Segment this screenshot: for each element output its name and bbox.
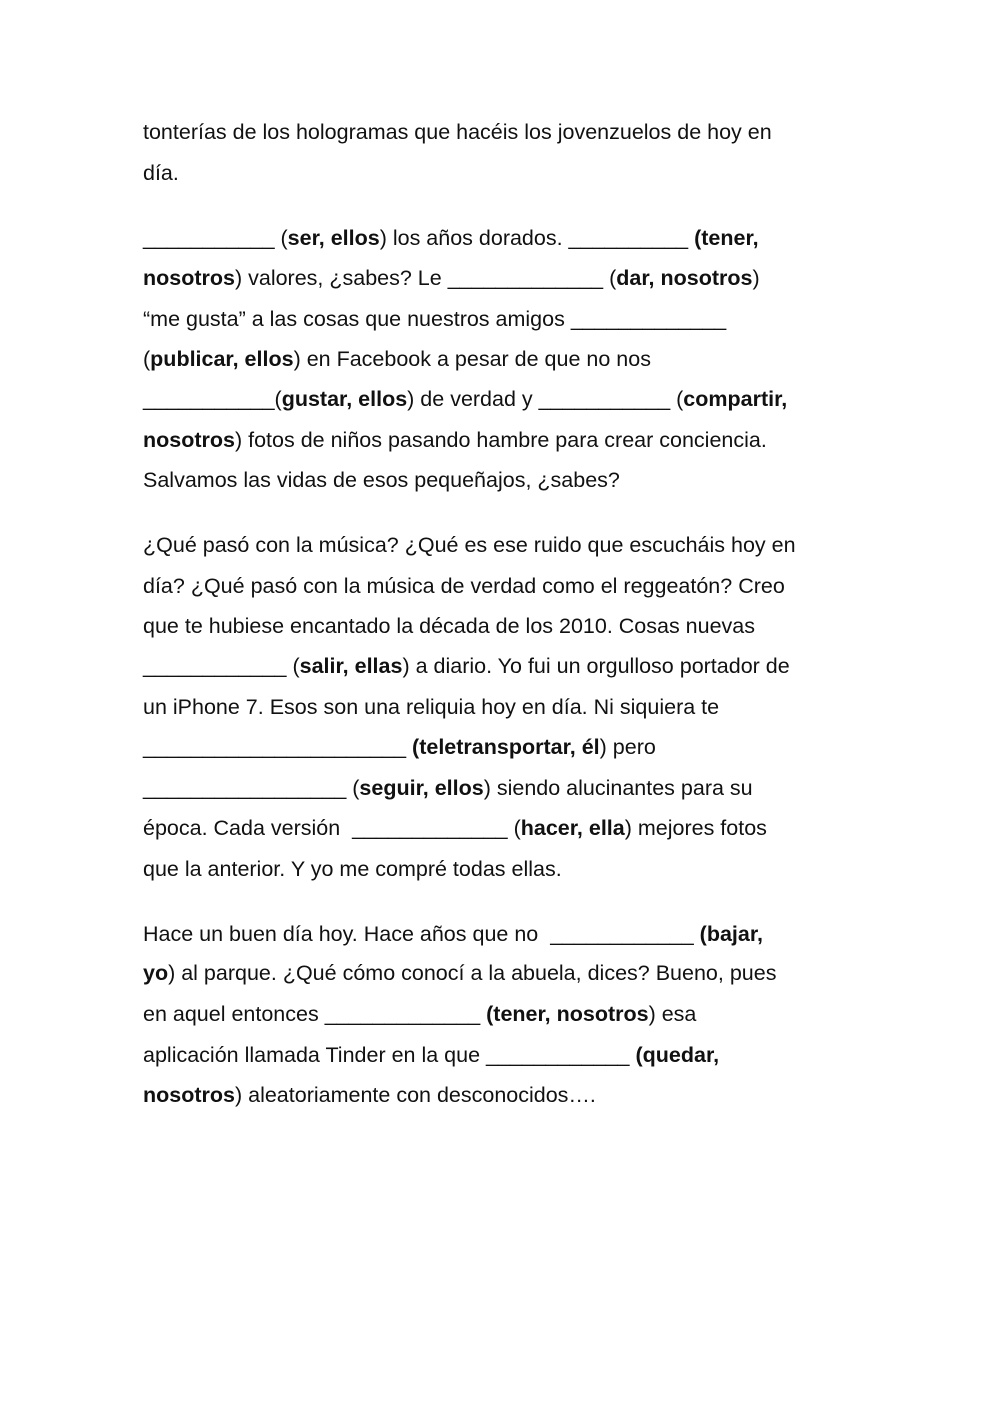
blank-text: _________________ ( [143, 776, 360, 800]
text-run: día? ¿Qué pasó con la música de verdad como el reggeatón? Creo [143, 574, 785, 598]
blank-text: ) de verdad y ___________ ( [407, 387, 684, 411]
verb-prompt: ser, ellos [287, 226, 380, 250]
text-line [143, 1000, 696, 1028]
verb-prompt: (quedar, [635, 1043, 720, 1067]
blank-text: Hace un buen día hoy. Hace años que no ____________ [143, 922, 700, 946]
text-run: ) esa [648, 1002, 697, 1026]
text-line [143, 1081, 596, 1109]
verb-prompt: yo [143, 961, 169, 985]
text-line [143, 1041, 719, 1069]
blank-text: ___________ ( [143, 226, 288, 250]
blank-text: ______________________ [143, 735, 413, 759]
text-run: tonterías de los hologramas que hacéis los jovenzuelos de hoy en [143, 120, 772, 144]
blank-text: en aquel entonces _____________ [143, 1002, 487, 1026]
text-run: ) a diario. Yo fui un orgulloso portador de [402, 654, 790, 678]
text-line [143, 345, 651, 373]
text-line [143, 774, 753, 802]
text-run: ) al parque. ¿Qué cómo conocí a la abuela, dices? Bueno, pues [168, 961, 777, 985]
text-run: Salvamos las vidas de esos pequeñajos, ¿sabes? [143, 468, 620, 492]
verb-prompt: (teletransportar, él [412, 735, 600, 759]
text-line [143, 426, 767, 454]
verb-prompt: (tener, [694, 226, 759, 250]
verb-prompt: salir, ellas [299, 654, 403, 678]
text-run: ) en Facebook a pesar de que no nos [293, 347, 651, 371]
text-run: que la anterior. Y yo me compré todas ellas. [143, 857, 562, 881]
text-line [143, 224, 759, 252]
text-run: ¿Qué pasó con la música? ¿Qué es ese ruido que escucháis hoy en [143, 533, 796, 557]
text-line [143, 693, 719, 721]
verb-prompt: (tener, nosotros [486, 1002, 649, 1026]
text-run: día. [143, 161, 179, 185]
text-run: que te hubiese encantado la década de los 2010. Cosas nuevas [143, 614, 756, 638]
text-line [143, 118, 772, 146]
blank-text: época. Cada versión _____________ ( [143, 816, 521, 840]
verb-prompt: publicar, ellos [150, 347, 294, 371]
text-line [143, 733, 656, 761]
verb-prompt: dar, nosotros [616, 266, 753, 290]
blank-text: aplicación llamada Tinder en la que ____________ [143, 1043, 636, 1067]
blank-text: ___________( [143, 387, 282, 411]
text-line [143, 572, 785, 600]
text-line [143, 652, 790, 680]
verb-prompt: hacer, ella [520, 816, 625, 840]
blank-text: ) valores, ¿sabes? Le _____________ ( [234, 266, 617, 290]
text-run: ) fotos de niños pasando hambre para crear conciencia. [234, 428, 767, 452]
blank-text: ) los años dorados. __________ [379, 226, 695, 250]
text-line [143, 159, 179, 187]
verb-prompt: (bajar, [699, 922, 764, 946]
blank-text: ____________ ( [143, 654, 300, 678]
text-run: ) aleatoriamente con desconocidos…. [234, 1083, 596, 1107]
verb-prompt: nosotros [143, 1083, 235, 1107]
text-line [143, 612, 755, 640]
verb-prompt: seguir, ellos [359, 776, 484, 800]
text-run: ( [143, 347, 151, 371]
text-line [143, 959, 776, 987]
text-line [143, 531, 796, 559]
text-run: ) pero [599, 735, 656, 759]
verb-prompt: compartir, [683, 387, 788, 411]
text-line [143, 385, 787, 413]
text-run: ) [752, 266, 760, 290]
blank-text: “me gusta” a las cosas que nuestros amigos _____________ [143, 307, 727, 331]
verb-prompt: gustar, ellos [281, 387, 408, 411]
text-line [143, 814, 767, 842]
text-run: un iPhone 7. Esos son una reliquia hoy en día. Ni siquiera te [143, 695, 720, 719]
verb-prompt: nosotros [143, 428, 235, 452]
text-line [143, 466, 620, 494]
text-line [143, 305, 726, 333]
text-line [143, 855, 562, 883]
text-run: ) mejores fotos [624, 816, 767, 840]
text-line [143, 920, 763, 948]
verb-prompt: nosotros [143, 266, 235, 290]
text-line [143, 264, 760, 292]
text-run: ) siendo alucinantes para su [483, 776, 753, 800]
